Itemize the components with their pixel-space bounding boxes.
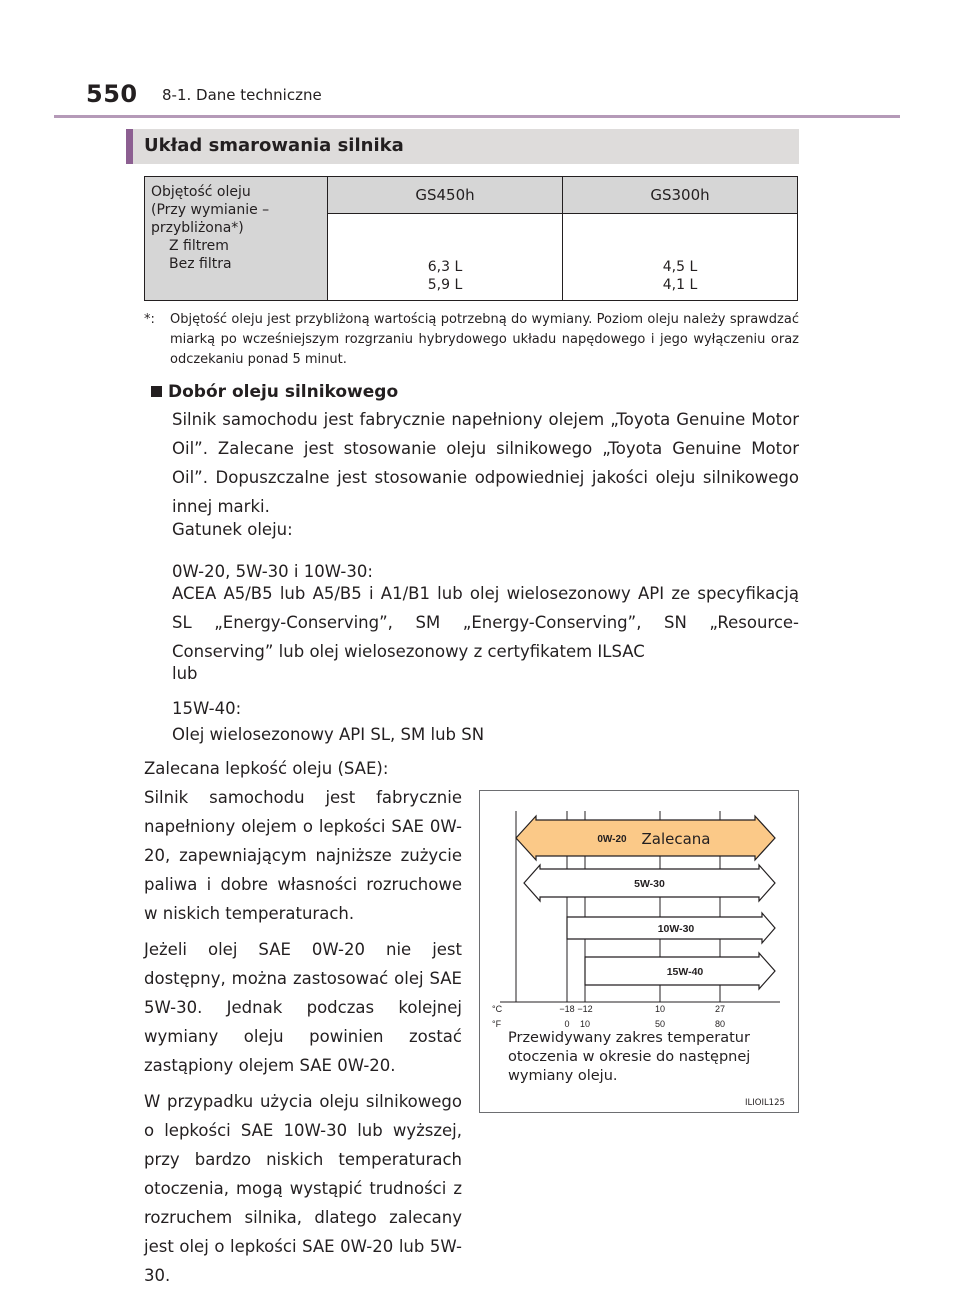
tick-label-c: 27: [714, 1004, 726, 1014]
capacity-values-cell: [563, 214, 798, 301]
viscosity-paragraph-1: Silnik samochodu jest fabrycznie napełniony olejem o lepkości SAE 0W-20, zapewniającym najniższe zużycie paliwa i dobre własności rozruchowe w niskich temperaturach.: [144, 788, 462, 923]
figure-code: ILIOIL125: [745, 1098, 785, 1108]
grade-1-name: 0W-20, 5W-30 i 10W-30:: [172, 562, 373, 581]
unit-f-label: °F: [492, 1019, 502, 1029]
chapter-title: 8-1. Dane techniczne: [162, 86, 322, 104]
square-bullet-icon: [151, 386, 162, 397]
tick-label-f: 10: [579, 1019, 591, 1029]
subheading-text: Dobór oleju silnikowego: [168, 382, 399, 402]
series-label: 5W-30: [634, 878, 665, 890]
unit-c-label: °C: [492, 1004, 503, 1014]
capacity-value: 4,1 L: [662, 277, 698, 293]
tick-label-f: 50: [654, 1019, 666, 1029]
with-filter-label: Z filtrem: [169, 238, 229, 254]
header-rule: [54, 115, 900, 118]
capacity-label-line: (Przy wymianie –: [151, 202, 270, 218]
chart-caption-line: Przewidywany zakres temperatur: [508, 1030, 750, 1046]
without-filter-label: Bez filtra: [169, 256, 232, 272]
footnote-marker: *:: [144, 312, 155, 327]
grade-1-text: ACEA A5/B5 lub A5/B5 i A1/B1 lub olej wielosezonowy API ze specyfikacją SL „Energy-Conserving”, SM „Energy-Conserving”, SN „Resource-Conserving” lub olej wielosezonowy z certyfikatem ILSAC: [172, 584, 799, 661]
model-header: GS300h: [563, 177, 798, 214]
series-label: 0W-20: [597, 834, 627, 845]
series-label: 15W-40: [666, 966, 704, 978]
tick-label-c: −18: [559, 1004, 575, 1014]
footnote: [144, 310, 799, 370]
oil-intro-paragraph: Silnik samochodu jest fabrycznie napełniony olejem „Toyota Genuine Motor Oil”. Zalecane jest stosowanie oleju silnikowego „Toyota Genuine Motor Oil”. Dopuszczalne jest stosowanie odpowiedniej jakości oleju silnikowego innej marki.: [172, 410, 799, 516]
capacity-label-cell: [145, 177, 328, 301]
grade-2-text: Olej wielosezonowy API SL, SM lub SN: [172, 725, 485, 744]
chart-caption-line: otoczenia w okresie do następnej: [508, 1049, 751, 1065]
chart-caption: [508, 1029, 750, 1086]
capacity-values-cell: [328, 214, 563, 301]
capacity-value: 6,3 L: [427, 259, 463, 275]
recommended-label: Zalecana: [641, 830, 711, 848]
subheading: [151, 382, 398, 402]
capacity-value: 5,9 L: [427, 277, 463, 293]
series-label: 10W-30: [657, 923, 695, 935]
viscosity-paragraph-3: W przypadku użycia oleju silnikowego o lepkości SAE 10W-30 lub wyższej, przy bardzo niskich temperaturach otoczenia, mogą wystąpić trudności z rozruchem silnika, dlatego zalecany jest olej o lepkości SAE 0W-20 lub 5W-30.: [144, 1092, 462, 1285]
footnote-text: Objętość oleju jest przybliżoną wartością potrzebną do wymiany. Poziom oleju należy sprawdzać miarką po wcześniejszym rozgrzaniu hybrydowego układu napędowego i jego wyłączeniu oraz odczekaniu ponad 5 minut.: [170, 312, 799, 367]
tick-label-c: 10: [654, 1004, 666, 1014]
tick-label-c: −12: [577, 1004, 593, 1014]
oil-capacity-table: [144, 176, 798, 301]
grade-label: Gatunek oleju:: [172, 520, 293, 539]
capacity-value: 4,5 L: [662, 259, 698, 275]
or-label: lub: [172, 664, 198, 683]
tick-label-f: 80: [714, 1019, 726, 1029]
chart-caption-line: wymiany oleju.: [508, 1068, 618, 1084]
capacity-label-line: przybliżona*): [151, 220, 244, 236]
model-header: GS450h: [328, 177, 563, 214]
grade-2-name: 15W-40:: [172, 699, 242, 718]
tick-label-f: 0: [564, 1019, 570, 1029]
page-number: 550: [86, 80, 138, 108]
viscosity-label: Zalecana lepkość oleju (SAE):: [144, 759, 389, 778]
section-title: Układ smarowania silnika: [144, 135, 404, 156]
capacity-label-line: Objętość oleju: [151, 184, 251, 200]
viscosity-paragraph-2: Jeżeli olej SAE 0W-20 nie jest dostępny, można zastosować olej SAE 5W-30. Jednak podczas kolejnej wymiany oleju powinien zostać zastąpiony olejem SAE 0W-20.: [144, 940, 462, 1075]
